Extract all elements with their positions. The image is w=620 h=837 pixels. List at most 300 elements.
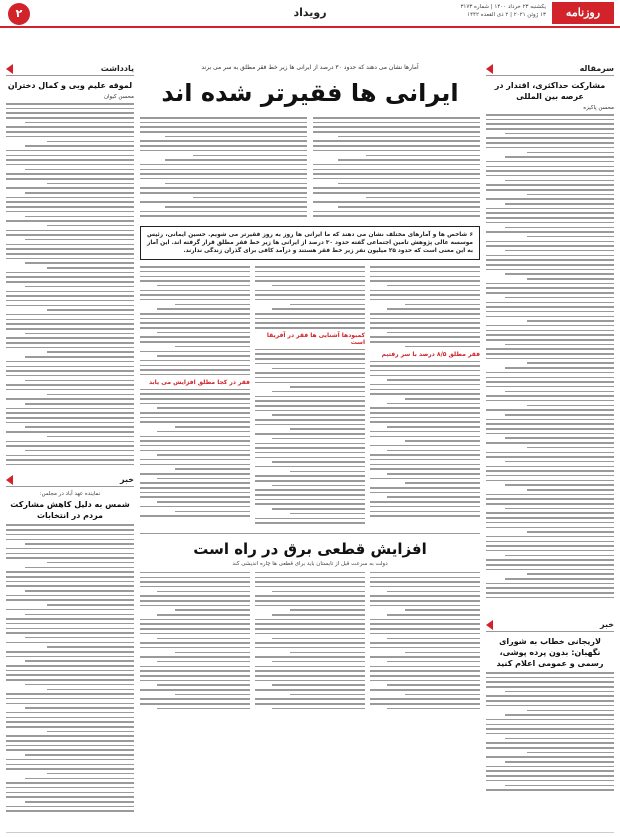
text-line (6, 253, 134, 255)
text-line (486, 142, 614, 144)
text-line (370, 327, 480, 329)
text-line (175, 694, 250, 696)
main-lede: آمارها نشان می دهند که حدود ۳۰ درصد از ایرانی ها زیر خط فقر مطلق به سر می برند (201, 64, 419, 71)
text-line (486, 114, 614, 116)
text-line (505, 691, 614, 693)
text-line (140, 680, 250, 682)
text-line (313, 211, 480, 213)
text-line (338, 159, 480, 161)
text-line (370, 365, 480, 367)
text-line (486, 742, 614, 744)
text-line (157, 431, 251, 433)
text-line (140, 487, 250, 489)
text-line (527, 362, 614, 364)
text-line (6, 323, 134, 325)
text-line (140, 459, 250, 461)
editorial-author: محسن پاکیزه (583, 105, 614, 111)
text-line (486, 419, 614, 421)
text-line (370, 322, 480, 324)
text-line (140, 192, 307, 194)
text-line (6, 131, 134, 133)
text-line (370, 336, 480, 338)
text-line (157, 591, 251, 593)
text-line (140, 131, 307, 133)
text-line (6, 623, 134, 625)
text-line (290, 304, 365, 306)
text-line (6, 347, 134, 349)
text-line (6, 735, 134, 737)
text-line (140, 586, 250, 588)
text-line (486, 119, 614, 121)
text-line (255, 466, 365, 468)
text-line (486, 766, 614, 768)
text-line (47, 436, 134, 438)
text-line (387, 379, 481, 381)
text-line (387, 684, 481, 686)
text-line (6, 581, 134, 583)
text-line (313, 140, 480, 142)
text-line (370, 375, 480, 377)
text-line (255, 358, 365, 360)
text-line (175, 609, 250, 611)
text-line (370, 271, 480, 273)
text-line (6, 211, 134, 213)
text-line (255, 299, 365, 301)
text-line (140, 173, 307, 175)
text-line (527, 236, 614, 238)
text-line (486, 123, 614, 125)
text-line (140, 140, 307, 142)
text-line (366, 155, 480, 157)
text-line (6, 220, 134, 222)
text-line (272, 461, 366, 463)
text-line (486, 372, 614, 374)
section-title: رویداد (293, 6, 327, 19)
text-line (255, 522, 365, 524)
text-line (6, 459, 134, 461)
text-line (486, 409, 614, 411)
text-line (370, 628, 480, 630)
text-line (313, 169, 480, 171)
note-headline[interactable]: لموقه علیم وبی و کمال دختران (7, 81, 133, 90)
text-line (370, 421, 480, 423)
text-line (255, 322, 365, 324)
text-line (6, 276, 134, 278)
text-line (140, 360, 250, 362)
editorial-headline[interactable]: مشارکت حداکثری، اقتدار در عرصه بین المللی (494, 81, 606, 101)
text-line (140, 703, 250, 705)
note-label: یادداشت (100, 64, 134, 73)
text-line (6, 539, 134, 541)
text-line (47, 309, 134, 311)
text-line (486, 475, 614, 477)
secondary-kicker: دولت به سرعت قبل از تابستان باید برای قطعی ها چاره اندیشی کند (232, 560, 388, 567)
text-line (140, 122, 307, 124)
text-line (175, 652, 250, 654)
text-line (6, 155, 134, 157)
text-line (505, 555, 614, 557)
right-news-body (486, 672, 614, 791)
text-line (140, 605, 250, 607)
text-line (157, 501, 251, 503)
left-news-kicker: نماینده عهد آباد در مجلس: (39, 491, 101, 498)
text-line (486, 587, 614, 589)
text-line (140, 445, 250, 447)
page-number-badge: ۲ (8, 3, 30, 25)
text-line (6, 319, 134, 321)
text-line (486, 245, 614, 247)
text-line (140, 178, 307, 180)
text-line (6, 126, 134, 128)
text-line (6, 408, 134, 410)
text-line (527, 710, 614, 712)
text-line (505, 273, 614, 275)
text-line (140, 318, 250, 320)
text-line (255, 633, 365, 635)
text-line (47, 351, 134, 353)
text-line (6, 370, 134, 372)
text-line (486, 686, 614, 688)
text-line (527, 447, 614, 449)
text-line (313, 173, 480, 175)
text-line (6, 258, 134, 260)
text-line (6, 248, 134, 250)
text-line (6, 782, 134, 784)
text-line (486, 789, 614, 791)
left-news-headline[interactable]: شمس به دلیل کاهش مشارکت مردم در انتخابات (10, 500, 130, 521)
text-line (387, 591, 481, 593)
text-line (140, 577, 250, 579)
text-line (157, 332, 251, 334)
text-line (6, 557, 134, 559)
text-line (140, 322, 250, 324)
text-line (255, 271, 365, 273)
text-line (486, 770, 614, 772)
text-line (6, 150, 134, 152)
text-line (486, 292, 614, 294)
text-line (6, 173, 134, 175)
text-line (505, 250, 614, 252)
text-line (6, 272, 134, 274)
text-line (25, 403, 134, 405)
text-line (140, 150, 307, 152)
text-line (140, 211, 307, 213)
text-line (255, 647, 365, 649)
arrow-left-icon (486, 64, 493, 74)
text-line (255, 600, 365, 602)
text-line (370, 431, 480, 433)
main-body-col-3 (140, 266, 250, 527)
text-line (140, 417, 250, 419)
text-line (370, 361, 480, 363)
text-line (255, 443, 365, 445)
text-line (505, 391, 614, 393)
text-line (370, 370, 480, 372)
text-line (505, 203, 614, 205)
text-line (387, 332, 481, 334)
right-column (486, 62, 614, 602)
note-body (6, 103, 134, 465)
text-line (255, 605, 365, 607)
text-line (140, 436, 250, 438)
main-body-col-2 (255, 266, 365, 527)
text-line (6, 230, 134, 232)
text-line (505, 297, 614, 299)
text-line (6, 674, 134, 676)
text-line (272, 614, 366, 616)
text-line (486, 545, 614, 547)
text-line (486, 681, 614, 683)
text-line (255, 595, 365, 597)
text-line (486, 264, 614, 266)
text-line (25, 614, 134, 616)
text-line (290, 694, 365, 696)
text-line (140, 619, 250, 621)
text-line (6, 445, 134, 447)
text-line (486, 470, 614, 472)
text-line (47, 183, 134, 185)
text-line (25, 426, 134, 428)
text-line (486, 377, 614, 379)
text-line (157, 614, 251, 616)
text-line (193, 155, 307, 157)
text-line (255, 377, 365, 379)
text-line (255, 313, 365, 315)
text-line (486, 386, 614, 388)
text-line (47, 225, 134, 227)
text-line (370, 454, 480, 456)
text-line (140, 403, 250, 405)
text-line (387, 426, 481, 428)
text-line (486, 456, 614, 458)
text-line (140, 506, 250, 508)
text-line (290, 652, 365, 654)
text-line (486, 498, 614, 500)
text-line (6, 670, 134, 672)
text-line (387, 614, 481, 616)
text-line (486, 348, 614, 350)
text-line (6, 749, 134, 751)
text-line (255, 499, 365, 501)
text-line (6, 595, 134, 597)
text-line (486, 184, 614, 186)
text-line (370, 670, 480, 672)
text-line (313, 178, 480, 180)
text-line (140, 299, 250, 301)
text-line (505, 180, 614, 182)
text-line (338, 136, 480, 138)
text-line (255, 586, 365, 588)
text-line (47, 562, 134, 564)
text-line (6, 792, 134, 794)
text-line (486, 161, 614, 163)
subhead-3: فقر در کجا مطلق افزایش می یابد (148, 378, 250, 386)
secondary-headline[interactable]: افزایش قطعی برق در راه است (193, 539, 427, 558)
text-line (255, 410, 365, 412)
text-line (6, 361, 134, 363)
text-line (255, 623, 365, 625)
text-line (140, 169, 307, 171)
text-line (47, 646, 134, 648)
text-line (370, 605, 480, 607)
text-line (370, 487, 480, 489)
text-line (6, 764, 134, 766)
text-line (272, 508, 366, 510)
right-news-label: خبر (599, 620, 614, 629)
text-line (6, 314, 134, 316)
text-line (25, 333, 134, 335)
text-line (255, 503, 365, 505)
text-line (290, 428, 365, 430)
text-line (140, 294, 250, 296)
text-line (6, 759, 134, 761)
text-line (370, 501, 480, 503)
text-line (370, 515, 480, 517)
text-line (255, 452, 365, 454)
text-line (140, 327, 250, 329)
text-line (486, 147, 614, 149)
text-line (527, 194, 614, 196)
text-line (505, 133, 614, 135)
text-line (527, 531, 614, 533)
text-line (486, 705, 614, 707)
text-line (486, 480, 614, 482)
text-line (140, 473, 250, 475)
text-line (140, 581, 250, 583)
text-line (25, 239, 134, 241)
text-line (486, 536, 614, 538)
text-line (527, 573, 614, 575)
text-line (255, 457, 365, 459)
text-line (165, 136, 307, 138)
text-line (527, 405, 614, 407)
text-line (165, 206, 307, 208)
text-line (387, 450, 481, 452)
text-line (140, 336, 250, 338)
text-line (370, 478, 480, 480)
text-line (486, 400, 614, 402)
text-line (6, 609, 134, 611)
text-line (255, 318, 365, 320)
text-line (140, 421, 250, 423)
text-line (338, 183, 480, 185)
text-line (6, 305, 134, 307)
text-line (6, 679, 134, 681)
text-line (6, 431, 134, 433)
text-line (486, 306, 614, 308)
text-line (140, 271, 250, 273)
text-line (486, 719, 614, 721)
left-news-label: خبر (119, 475, 134, 485)
text-line (175, 511, 250, 513)
left-news-body (6, 524, 134, 811)
text-line (47, 604, 134, 606)
text-line (6, 201, 134, 203)
main-headline[interactable]: ایرانی ها فقیرتر شده اند (161, 79, 459, 107)
text-line (370, 384, 480, 386)
text-line (6, 244, 134, 246)
text-line (255, 400, 365, 402)
text-line (370, 689, 480, 691)
text-line (140, 595, 250, 597)
page-bottom-rule (6, 832, 614, 833)
text-line (6, 745, 134, 747)
text-line (140, 117, 307, 119)
text-line (6, 642, 134, 644)
text-line (165, 183, 307, 185)
arrow-left-icon (6, 64, 13, 74)
text-line (486, 677, 614, 679)
text-line (290, 386, 365, 388)
text-line (140, 341, 250, 343)
text-line (370, 290, 480, 292)
text-line (313, 117, 480, 119)
text-line (290, 471, 365, 473)
text-line (25, 122, 134, 124)
text-line (157, 708, 251, 710)
text-line (6, 422, 134, 424)
main-intro (140, 117, 480, 220)
text-line (6, 548, 134, 550)
text-line (6, 337, 134, 339)
secondary-body (140, 572, 480, 713)
text-line (140, 628, 250, 630)
text-line (505, 578, 614, 580)
text-line (6, 412, 134, 414)
arrow-left-icon (6, 475, 13, 485)
text-line (405, 440, 480, 442)
text-line (25, 801, 134, 803)
text-line (527, 489, 614, 491)
text-line (505, 738, 614, 740)
text-line (486, 395, 614, 397)
text-line (25, 637, 134, 639)
text-line (370, 464, 480, 466)
text-line (387, 496, 481, 498)
text-line (486, 428, 614, 430)
text-line (505, 761, 614, 763)
text-line (175, 304, 250, 306)
text-line (486, 358, 614, 360)
text-line (370, 506, 480, 508)
text-line (6, 698, 134, 700)
editorial-label-bar (486, 62, 614, 76)
text-line (255, 424, 365, 426)
text-line (140, 464, 250, 466)
text-line (486, 569, 614, 571)
text-line (370, 586, 480, 588)
newspaper-logo[interactable]: روزنامه پیشرو (552, 2, 614, 24)
text-line (255, 656, 365, 658)
text-line (370, 436, 480, 438)
text-line (193, 197, 307, 199)
text-line (6, 665, 134, 667)
text-line (25, 660, 134, 662)
text-line (370, 445, 480, 447)
text-line (272, 368, 366, 370)
text-line (6, 703, 134, 705)
text-line (486, 559, 614, 561)
right-news-headline[interactable]: لاریجانی خطاب به شورای نگهبان: بدون پرده پوشی، رسمی و عمومی اعلام کنید (496, 637, 604, 668)
text-line (175, 426, 250, 428)
text-line (6, 455, 134, 457)
text-line (6, 796, 134, 798)
text-line (486, 170, 614, 172)
text-line (6, 628, 134, 630)
text-line (255, 276, 365, 278)
text-line (140, 450, 250, 452)
text-line (313, 164, 480, 166)
